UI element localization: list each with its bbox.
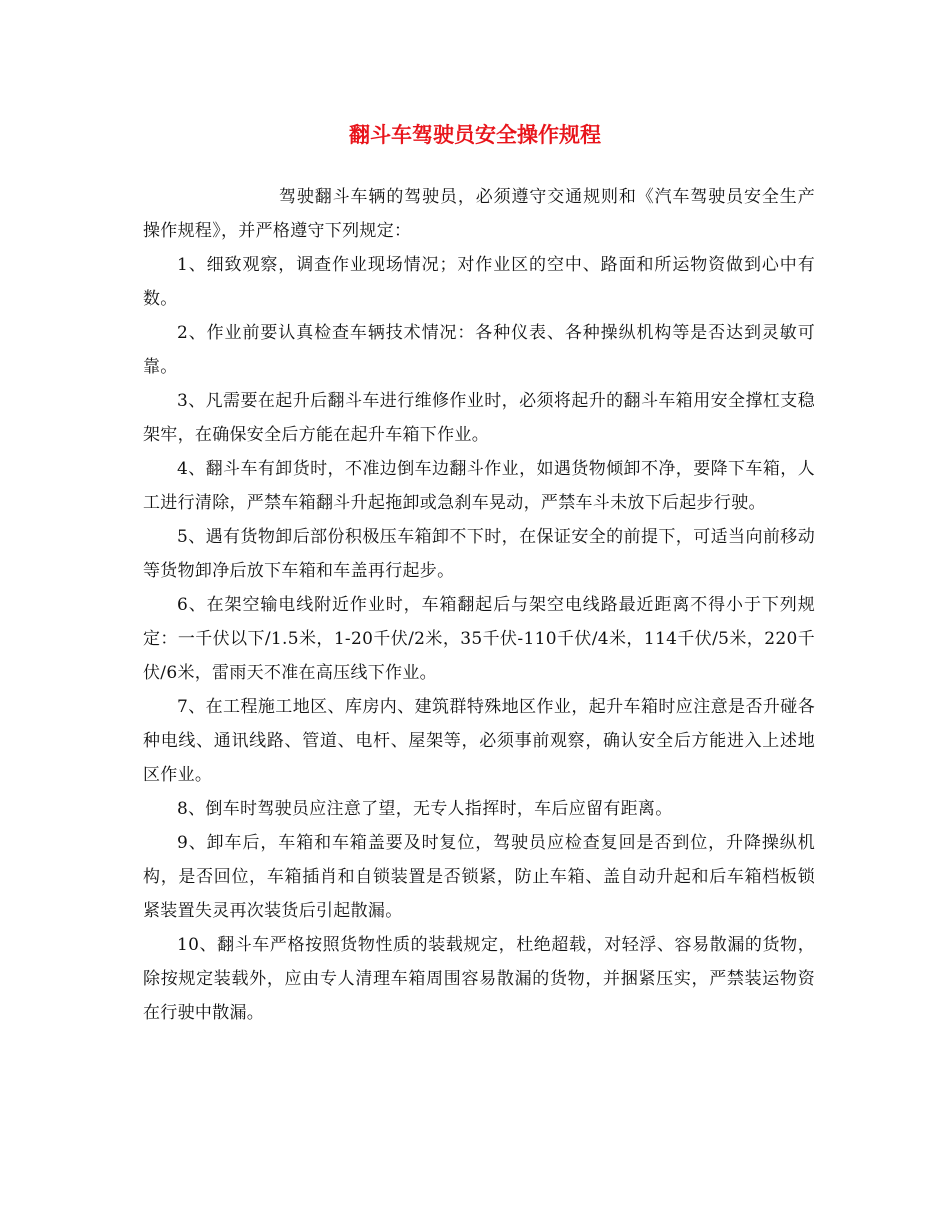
rule-item-10: 10、翻斗车严格按照货物性质的装载规定，杜绝超载，对轻浮、容易散漏的货物，除按规定装载外，应由专人清理车箱周围容易散漏的货物，并捆紧压实，严禁装运物资在行驶中散漏。 (143, 935, 815, 1023)
rule-item-8: 8、倒车时驾驶员应注意了望，无专人指挥时，车后应留有距离。 (177, 799, 673, 819)
rule-item-6: 6、在架空输电线附近作业时，车箱翻起后与架空电线路最近距离不得小于下列规定：一千伏以下/1.5米，1-20千伏/2米，35千伏-110千伏/4米，114千伏/5米，220千伏/6米，雷雨天不准在高压线下作业。 (143, 595, 815, 683)
rule-item-2: 2、作业前要认真检查车辆技术情况：各种仪表、各种操纵机构等是否达到灵敏可靠。 (143, 323, 815, 377)
rule-item-7: 7、在工程施工地区、库房内、建筑群特殊地区作业，起升车箱时应注意是否升碰各种电线、通讯线路、管道、电杆、屋架等，必须事前观察，确认安全后方能进入上述地区作业。 (143, 697, 815, 785)
intro-paragraph: 驾驶翻斗车辆的驾驶员，必须遵守交通规则和《汽车驾驶员安全生产操作规程》，并严格遵守下列规定： (143, 187, 815, 241)
rule-item-4: 4、翻斗车有卸货时，不准边倒车边翻斗作业，如遇货物倾卸不净，要降下车箱，人工进行清除，严禁车箱翻斗升起拖卸或急刹车晃动，严禁车斗未放下后起步行驶。 (143, 459, 815, 513)
document-title: 翻斗车驾驶员安全操作规程 (349, 123, 601, 147)
rule-item-3: 3、凡需要在起升后翻斗车进行维修作业时，必须将起升的翻斗车箱用安全撑杠支稳架牢，在确保安全后方能在起升车箱下作业。 (143, 391, 815, 445)
document-body (143, 180, 815, 1030)
rule-item-5: 5、遇有货物卸后部份积极压车箱卸不下时，在保证安全的前提下，可适当向前移动等货物卸净后放下车箱和车盖再行起步。 (143, 527, 815, 581)
rule-item-9: 9、卸车后，车箱和车箱盖要及时复位，驾驶员应检查复回是否到位，升降操纵机构，是否回位，车箱插肖和自锁装置是否锁紧，防止车箱、盖自动升起和后车箱档板锁紧装置失灵再次装货后引起散漏。 (143, 833, 815, 921)
rule-item-1: 1、细致观察，调查作业现场情况；对作业区的空中、路面和所运物资做到心中有数。 (143, 255, 815, 309)
